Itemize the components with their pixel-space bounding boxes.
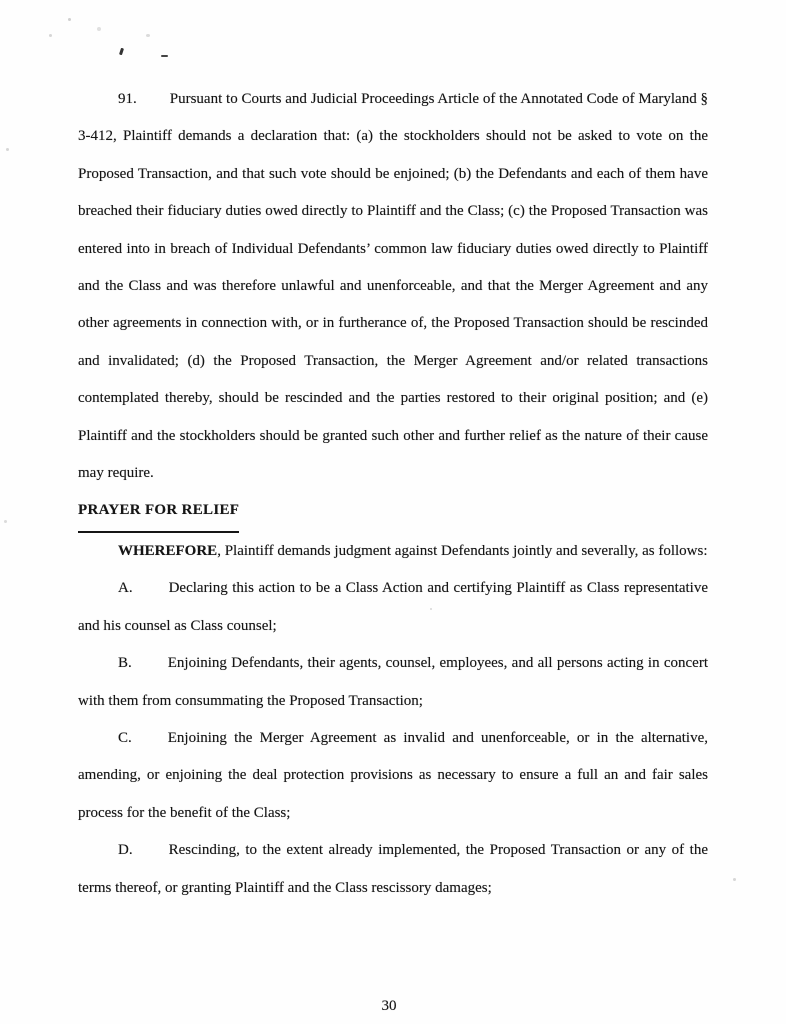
scan-speckle xyxy=(6,148,9,151)
scan-speckle xyxy=(68,18,71,21)
item-text: Enjoining the Merger Agreement as invalid and unenforceable, or in the alternative, amending, or enjoining the deal protection provisions as necessary to ensure a full an and fair sales process for the benefit of the Class; xyxy=(78,729,708,821)
page-number: 30 xyxy=(381,998,397,1014)
scan-speckle xyxy=(119,48,124,56)
paragraph-text: Pursuant to Courts and Judicial Proceedings Article of the Annotated Code of Maryland § 3-412, Plaintiff demands a declaration that: (a) the stockholders should not be asked to vote on the Proposed Transaction, and that such vote should be enjoined; (b) the Defendants and each of them have breached their fiduciary duties owed directly to Plaintiff and the Class; (c) the Proposed Transaction was entered into in breach of Individual Defendants’ common law fiduciary duties owed directly to Plaintiff and the Class and was therefore unlawful and unenforceable, and that the Merger Agreement and any other agreements in connection with, or in furtherance of, the Proposed Transaction should be rescinded and invalidated; (d) the Proposed Transaction, the Merger Agreement and/or related transactions contemplated thereby, should be rescinded and the parties restored to their original position; and (e) Plaintiff and the stockholders should be granted such other and further relief as the nature of their cause may require. xyxy=(78,91,708,482)
document-body xyxy=(78,81,708,907)
heading-text: PRAYER FOR RELIEF xyxy=(78,492,239,532)
paragraph-number: 91. xyxy=(118,91,137,107)
paragraph-91 xyxy=(78,81,708,492)
item-label: B. xyxy=(118,655,132,672)
scan-speckle xyxy=(49,34,52,37)
scan-speckle xyxy=(733,878,736,881)
relief-item-b xyxy=(78,645,708,720)
item-label: A. xyxy=(118,580,133,597)
item-label: C. xyxy=(118,729,132,746)
wherefore-paragraph xyxy=(78,533,708,570)
item-text: Rescinding, to the extent already implemented, the Proposed Transaction or any of the terms thereof, or granting Plaintiff and the Class rescissory damages; xyxy=(78,842,708,896)
relief-item-c xyxy=(78,720,708,832)
wherefore-keyword: WHEREFORE xyxy=(118,542,218,559)
relief-item-d xyxy=(78,832,708,907)
relief-item-a xyxy=(78,570,708,645)
scan-speckle xyxy=(430,608,432,610)
wherefore-text: , Plaintiff demands judgment against Defendants jointly and severally, as follows: xyxy=(217,542,708,559)
scan-speckle xyxy=(161,55,168,57)
scan-speckle xyxy=(146,34,150,37)
item-label: D. xyxy=(118,842,133,859)
prayer-for-relief-heading xyxy=(78,492,708,532)
item-text: Enjoining Defendants, their agents, counsel, employees, and all persons acting in concert with them from consummating the Proposed Transaction; xyxy=(78,655,708,709)
item-text: Declaring this action to be a Class Action and certifying Plaintiff as Class representative and his counsel as Class counsel; xyxy=(78,580,708,634)
scan-speckle xyxy=(97,27,101,31)
scan-speckle xyxy=(4,520,7,523)
